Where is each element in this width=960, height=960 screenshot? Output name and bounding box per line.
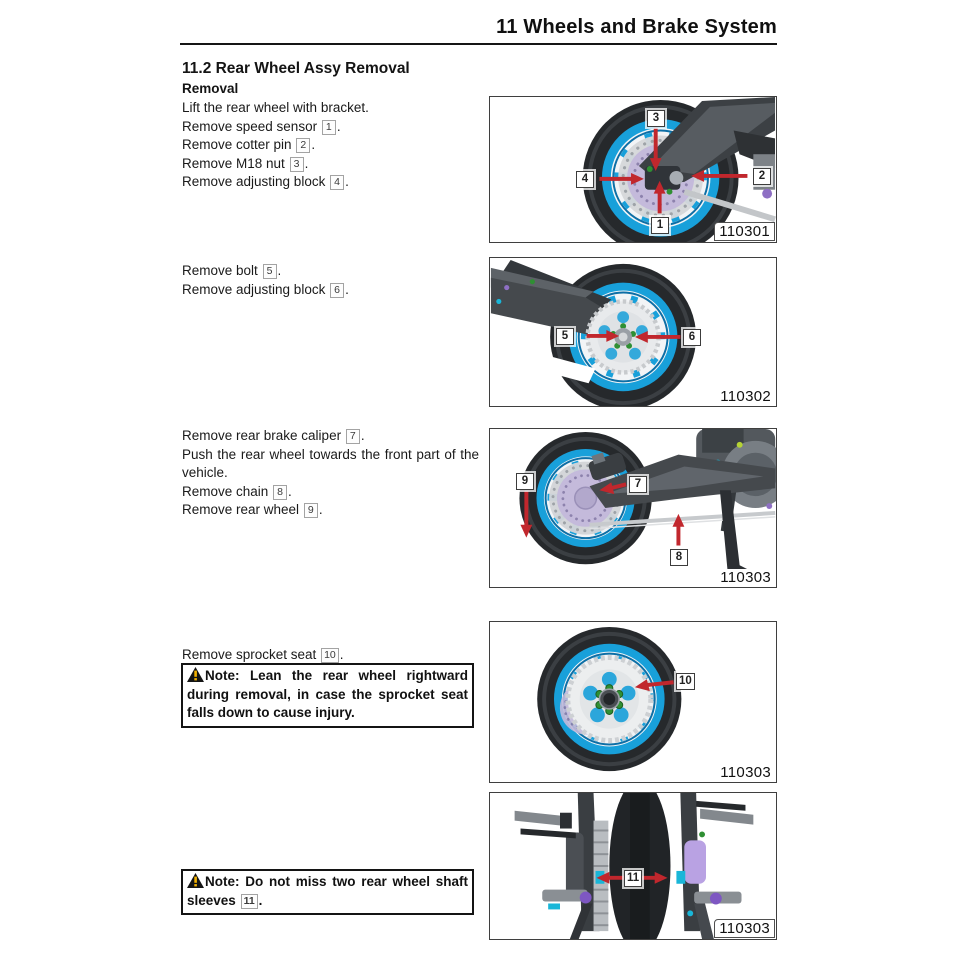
step-text: Remove cotter pin (182, 137, 296, 152)
step-line (182, 646, 479, 665)
callout-5: 5 (556, 328, 574, 345)
step-text: . (339, 647, 344, 662)
step-line (182, 173, 479, 192)
note-text: Do not miss two rear wheel shaft sleeves (187, 874, 468, 908)
figure-110301 (489, 96, 777, 243)
figure-number: 110303 (714, 919, 775, 938)
step-block-3 (182, 427, 479, 520)
step-block-1 (182, 99, 479, 192)
figure-110302 (489, 257, 777, 407)
right-machinery (676, 793, 753, 939)
step-line (182, 446, 479, 483)
step-text: Remove speed sensor (182, 118, 321, 134)
figure-110303-c (489, 792, 777, 940)
callout-11: 11 (624, 870, 642, 887)
ref-box-9: 9 (304, 503, 318, 518)
section-title: 11.2 Rear Wheel Assy Removal (182, 60, 410, 77)
step-text: Remove chain (182, 483, 273, 499)
subsection-title: Removal (182, 81, 239, 96)
figure-number: 110303 (716, 569, 775, 586)
tire-tread (630, 793, 650, 939)
step-line (182, 427, 479, 446)
step-line (182, 262, 479, 281)
step-line (182, 99, 479, 118)
figure-110302-illustration (490, 258, 776, 406)
step-text: . (345, 281, 349, 297)
header-rule (180, 43, 777, 45)
figure-110303-a-illustration (490, 429, 776, 587)
callout-10: 10 (676, 673, 695, 690)
step-text: Remove rear brake caliper (182, 428, 345, 443)
step-line (182, 281, 479, 300)
warning-icon (187, 667, 204, 682)
note-label: Note: (205, 874, 240, 889)
ref-box-5: 5 (263, 264, 277, 279)
figure-number: 110301 (714, 222, 775, 241)
ref-box-6: 6 (330, 283, 344, 298)
sprocket-seat (568, 658, 651, 741)
left-machinery (515, 793, 609, 939)
callout-9: 9 (516, 473, 534, 490)
ref-box-1: 1 (322, 120, 336, 135)
step-text: Remove adjusting block (182, 281, 330, 297)
callout-1: 1 (651, 217, 669, 234)
note-text: . (258, 892, 263, 908)
step-text: Remove M18 nut (182, 155, 289, 171)
step-text: . (318, 502, 323, 517)
ref-box-11: 11 (241, 894, 258, 909)
ref-box-10: 10 (321, 648, 339, 663)
step-text: Remove sprocket seat (182, 647, 321, 662)
step-text: Remove rear wheel (182, 502, 303, 517)
chapter-header: 11 Wheels and Brake System (496, 16, 777, 38)
ref-box-8: 8 (273, 485, 287, 500)
step-text: . (277, 263, 282, 278)
figure-number: 110303 (716, 764, 775, 781)
step-line (182, 501, 479, 520)
step-line (182, 136, 479, 155)
callout-8: 8 (670, 549, 688, 566)
callout-3: 3 (647, 110, 665, 127)
step-line (182, 483, 479, 502)
figure-110303-a (489, 428, 777, 588)
shaft-sleeve-right (676, 871, 685, 884)
figure-110303-c-illustration (490, 793, 776, 939)
note-box-sprocket (181, 663, 474, 728)
step-text: Remove bolt (182, 263, 262, 278)
ref-box-2: 2 (296, 138, 310, 153)
step-text: . (304, 155, 309, 171)
ref-box-3: 3 (290, 157, 304, 172)
step-text: Lift the rear wheel with bracket. (182, 100, 369, 115)
note-label: Note: (205, 668, 240, 683)
step-block-2 (182, 262, 479, 299)
figure-110301-illustration (490, 97, 776, 242)
note-box-sleeves (181, 869, 474, 915)
warning-icon (187, 873, 204, 888)
callout-6: 6 (683, 329, 701, 346)
figure-110303-b (489, 621, 777, 783)
step-block-4 (182, 646, 479, 665)
figure-110303-b-illustration (490, 622, 776, 782)
step-line (182, 155, 479, 174)
callout-4: 4 (576, 171, 594, 188)
callout-2: 2 (753, 168, 771, 185)
note-text: Lean the rear wheel rightward during removal, in case the sprocket seat falls down to cause injury. (187, 668, 468, 720)
step-text: . (345, 174, 349, 189)
step-text: . (360, 428, 365, 443)
step-text: . (288, 483, 292, 499)
ref-box-7: 7 (346, 429, 360, 444)
step-line (182, 118, 479, 137)
step-text: Push the rear wheel towards the front part of the vehicle. (182, 446, 479, 480)
figure-number: 110302 (716, 388, 775, 405)
step-text: Remove adjusting block (182, 174, 330, 189)
step-text: . (336, 118, 341, 134)
ref-box-4: 4 (330, 175, 344, 190)
step-text: . (311, 137, 316, 152)
callout-7: 7 (629, 476, 647, 493)
